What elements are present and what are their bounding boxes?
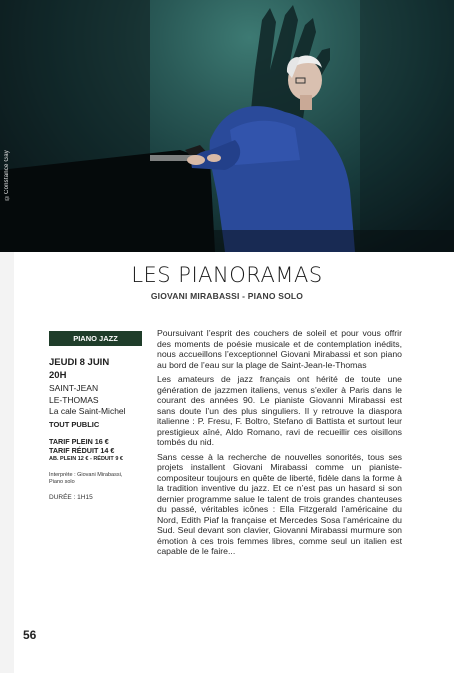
page-margin xyxy=(0,252,14,673)
event-place xyxy=(49,383,159,418)
article-body xyxy=(157,328,402,561)
page-subtitle: GIOVANI MIRABASSI - PIANO SOLO xyxy=(150,291,304,301)
category-tag: PIANO JAZZ xyxy=(49,331,142,346)
prices xyxy=(49,438,159,464)
paragraph-1: Poursuivant l’esprit des couchers de soleil et pour vous offrir des moments de poésie musicale et de contemplation inédits, nous accueillons l’exceptionnel Giovani Mirabassi et son piano au bord de l’eau sur la plage de Saint-Jean-le-Thomas xyxy=(157,328,402,370)
concert-photo xyxy=(0,0,454,252)
page-title: LES PIANORAMAS xyxy=(131,263,323,287)
price-reduced: TARIF RÉDUIT 14 € xyxy=(49,445,115,455)
event-date xyxy=(49,357,159,382)
paragraph-3: Sans cesse à la recherche de nouvelles sonorités, tous ses projets installent Giovani Mirabassi comme un pianiste-compositeur toujours en quête de liberté, fidèle dans la forme à la tradition inventive du jazz. Et ce n’est pas un hasard si son dernier programme salue le talent de trois grandes chanteuses du passé, véritables icônes : Ella Fitzgerald l’américaine du Nord, Edith Piaf la française et Mercedes Sosa l’américaine du Sud. Seul devant son clavier, Giovanni Mirabassi murmure son émotion à ces trois femmes libres, comme seul un italien est capable de le faire... xyxy=(157,451,402,556)
pianist-illustration xyxy=(0,0,454,252)
paragraph-2: Les amateurs de jazz français ont hérité de toute une génération de jazzmen italiens, venus s’exiler à Paris dans le courant des années 90. Le pianiste Giovanni Mirabassi est sans doute l’un des plus singuliers. Il y retrouve la diaspora italienne : P. Fresu, F. Boltro, Stefano di Battista et surtout leur prestigieux aîné, Aldo Romano, ravi de recueillir ces oisillons tombés du nid. xyxy=(157,374,402,447)
performer-info xyxy=(49,472,159,486)
date-day: JEUDI 8 JUIN xyxy=(49,357,110,368)
date-time: 20H xyxy=(49,369,67,381)
price-subscription: AB. PLEIN 12 € - RÉDUIT 9 € xyxy=(49,456,123,462)
photo-credit: ©Constance Gay xyxy=(4,150,10,201)
page-number: 56 xyxy=(23,628,37,642)
price-full: TARIF PLEIN 16 € xyxy=(49,437,109,446)
cast-line-2: Piano solo xyxy=(49,479,75,485)
audience: TOUT PUBLIC xyxy=(49,420,100,429)
cast-line-1: Interprète : Giovani Mirabassi, xyxy=(49,472,123,478)
place-line-1: SAINT-JEAN xyxy=(49,383,99,393)
place-line-3: La cale Saint-Michel xyxy=(49,406,126,416)
duration: DURÉE : 1H15 xyxy=(49,494,93,501)
place-line-2: LE-THOMAS xyxy=(49,394,99,405)
